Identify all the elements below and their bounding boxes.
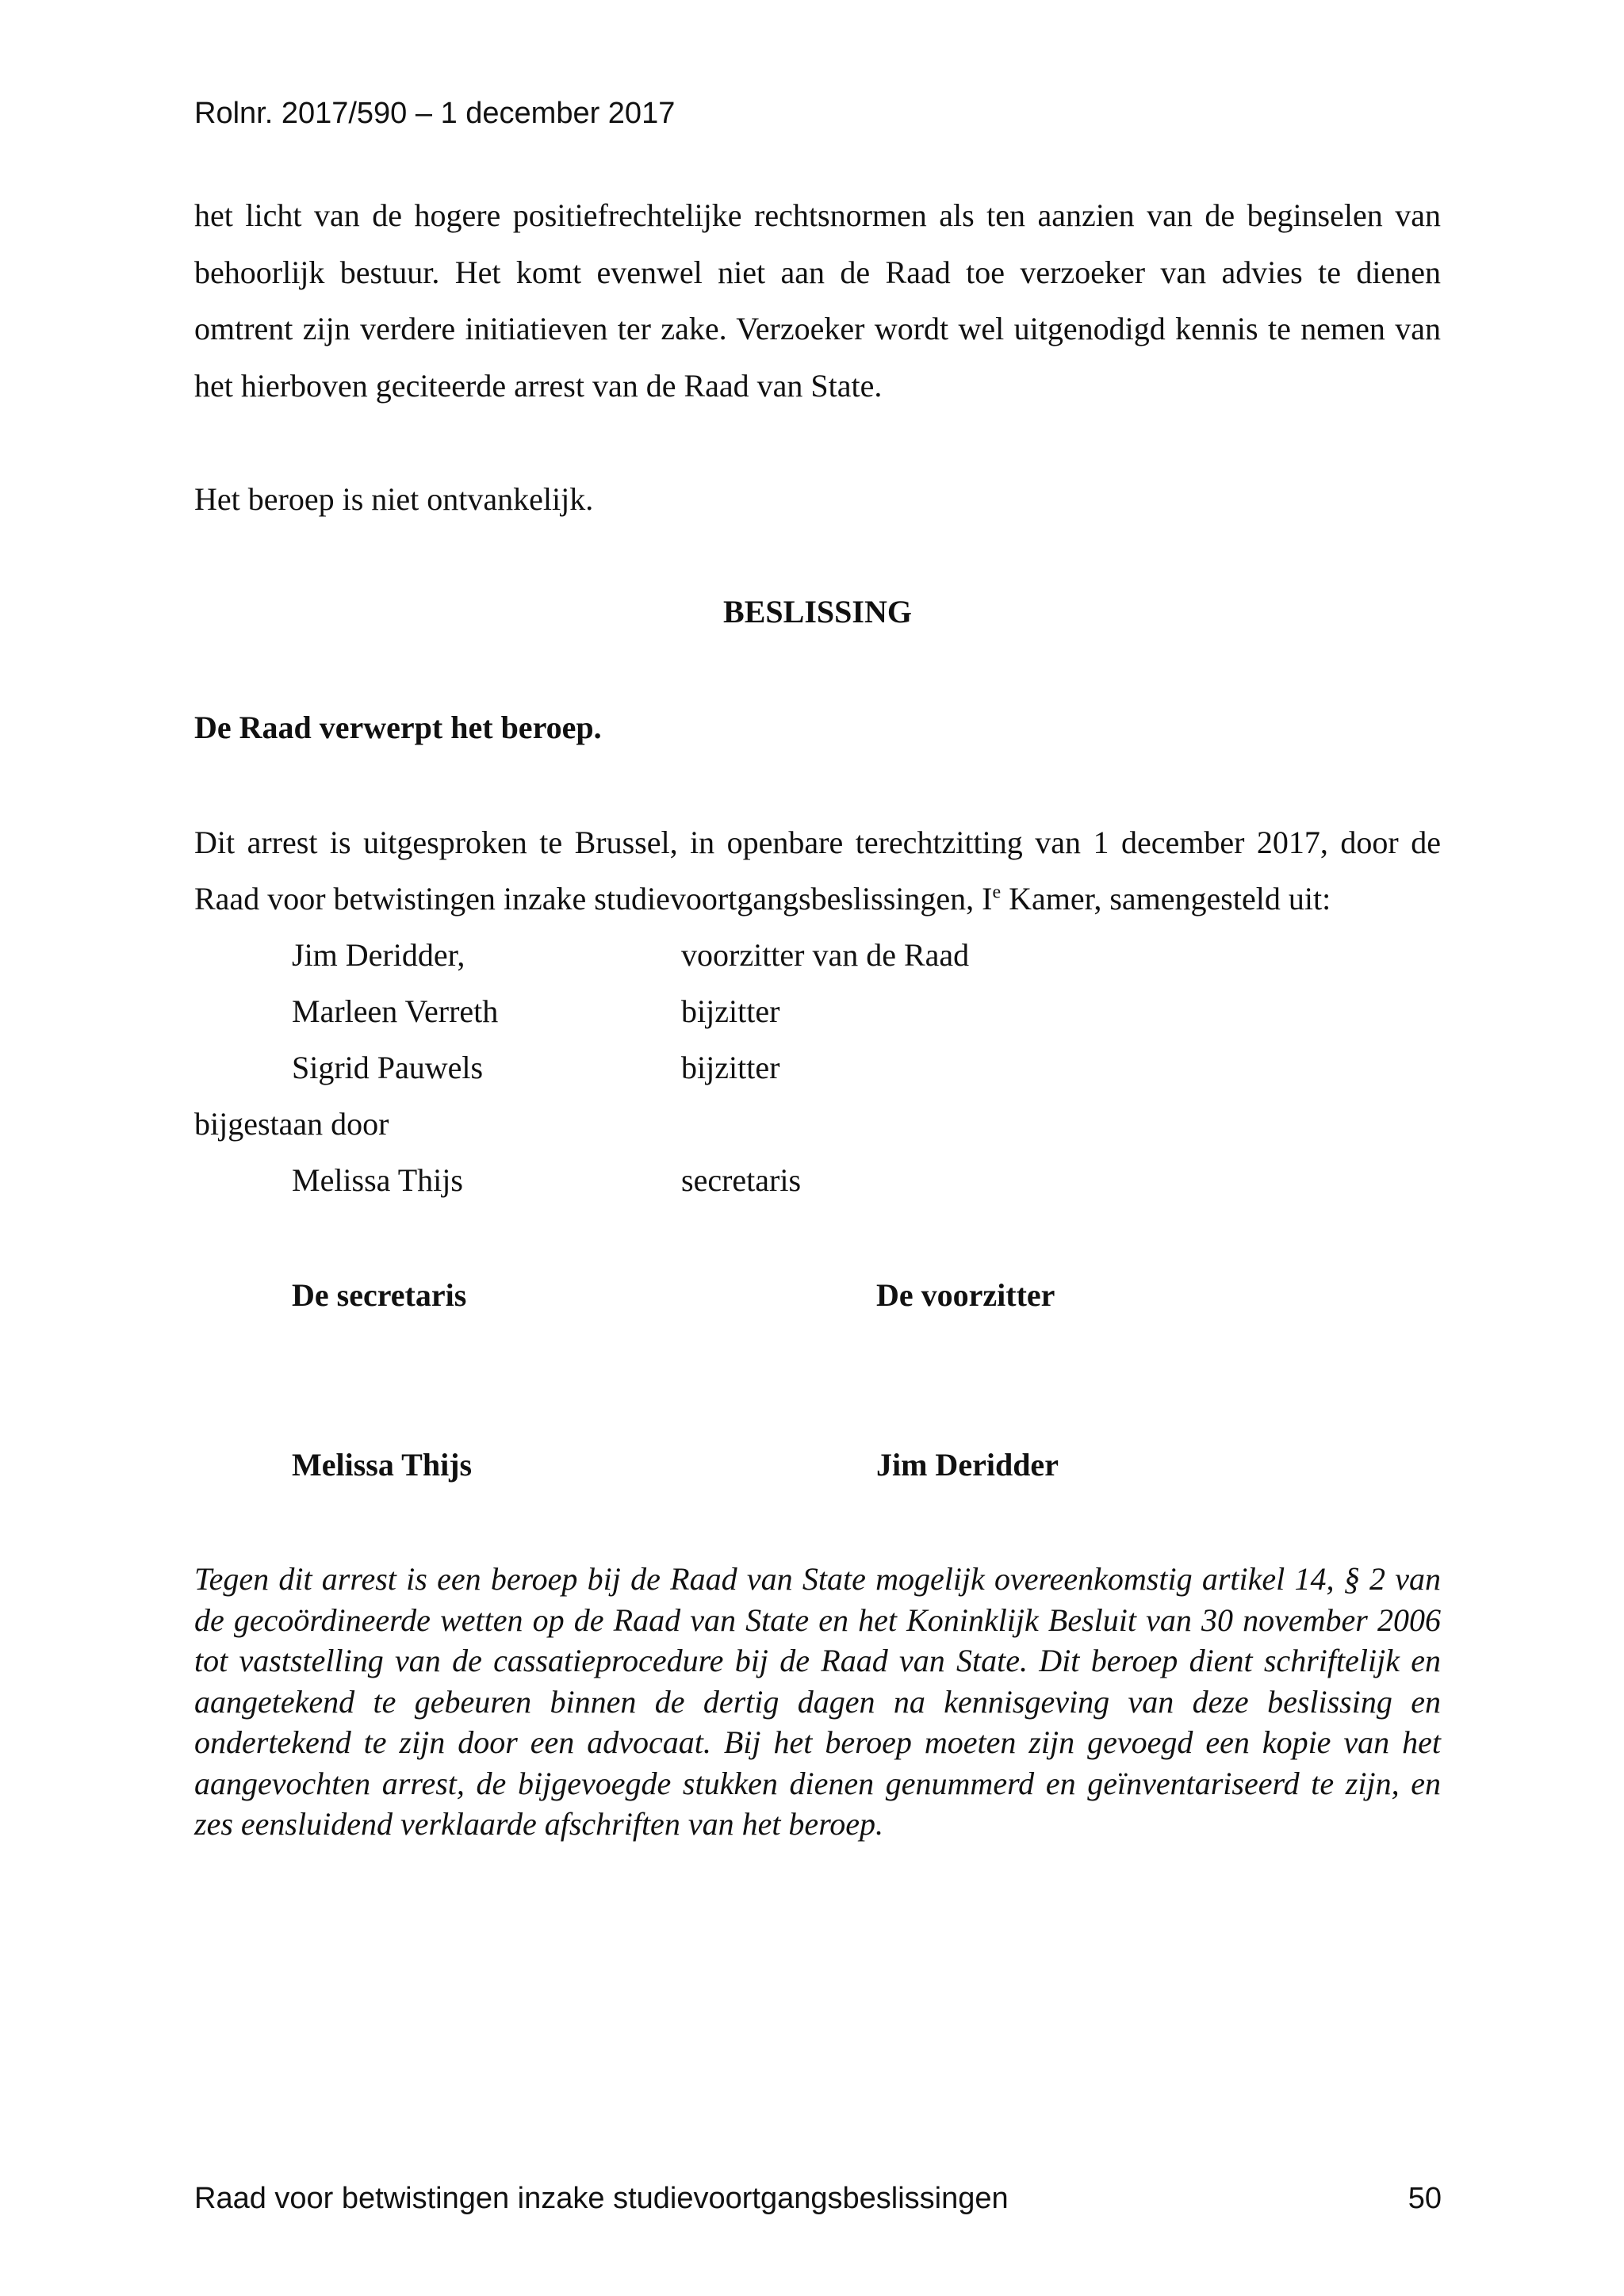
footer-organisation: Raad voor betwistingen inzake studievoortgangsbeslissingen [194, 2182, 1009, 2215]
decision-heading: BESLISSING [723, 594, 912, 629]
signature-title-secretary: De secretaris [292, 1277, 467, 1313]
panel-member-name: Marleen Verreth [292, 993, 499, 1029]
pronounced-line-2-suffix: Kamer, samengesteld uit: [1001, 881, 1331, 916]
assisted-by-label: bijgestaan door [194, 1106, 389, 1142]
signature-title-chair: De voorzitter [876, 1277, 1055, 1313]
page-header-reference: Rolnr. 2017/590 – 1 december 2017 [194, 97, 676, 130]
footer-page-number: 50 [1408, 2182, 1442, 2215]
intro-paragraph: het licht van de hogere positiefrechtelijke rechtsnormen als ten aanzien van de beginselen van behoorlijk bestuur. Het komt evenwel niet aan de Raad toe verzoeker van advies te dienen omtrent zijn verdere initiatieven ter zake. Verzoeker wordt wel uitgenodigd kennis te nemen van het hierboven geciteerde arrest van de Raad van State. [194, 197, 1441, 404]
pronounced-line-1: Dit arrest is uitgesproken te Brussel, in openbare terechtzitting van 1 december 2017, door de [194, 825, 1441, 860]
panel-member-role: bijzitter [681, 1050, 780, 1085]
pronounced-line-2 [194, 879, 1331, 919]
signature-name-secretary: Melissa Thijs [292, 1447, 473, 1483]
pronounced-line-2-prefix: Raad voor betwistingen inzake studievoortgangsbeslissingen, I [194, 881, 993, 916]
appeal-notice: Tegen dit arrest is een beroep bij de Raad van State mogelijk overeenkomstig artikel 14, § 2 van de gecoördineerde wetten op de Raad van State en het Koninklijk Besluit van 30 november 2006 tot vaststelling van de cassatieprocedure bij de Raad van State. Dit beroep dient schriftelijk en aangetekend te gebeuren binnen de dertig dagen na kennisgeving van deze beslissing en ondertekend te zijn door een advocaat. Bij het beroep moeten zijn gevoegd een kopie van het aangevochten arrest, de bijgevoegde stukken dienen genummerd en geïnventariseerd te zijn, en zes eensluidend verklaarde afschriften van het beroep. [194, 1561, 1441, 1842]
signature-name-chair: Jim Deridder [876, 1447, 1059, 1483]
panel-member-role: voorzitter van de Raad [681, 937, 970, 973]
decision-text: De Raad verwerpt het beroep. [194, 710, 602, 745]
chamber-ordinal-superscript: e [992, 882, 1002, 903]
panel-member-name: Jim Deridder, [292, 937, 465, 973]
panel-member-name: Sigrid Pauwels [292, 1050, 484, 1085]
clerk-role: secretaris [681, 1162, 802, 1198]
conclusion-text: Het beroep is niet ontvankelijk. [194, 481, 594, 517]
clerk-name: Melissa Thijs [292, 1162, 463, 1198]
panel-member-role: bijzitter [681, 993, 780, 1029]
